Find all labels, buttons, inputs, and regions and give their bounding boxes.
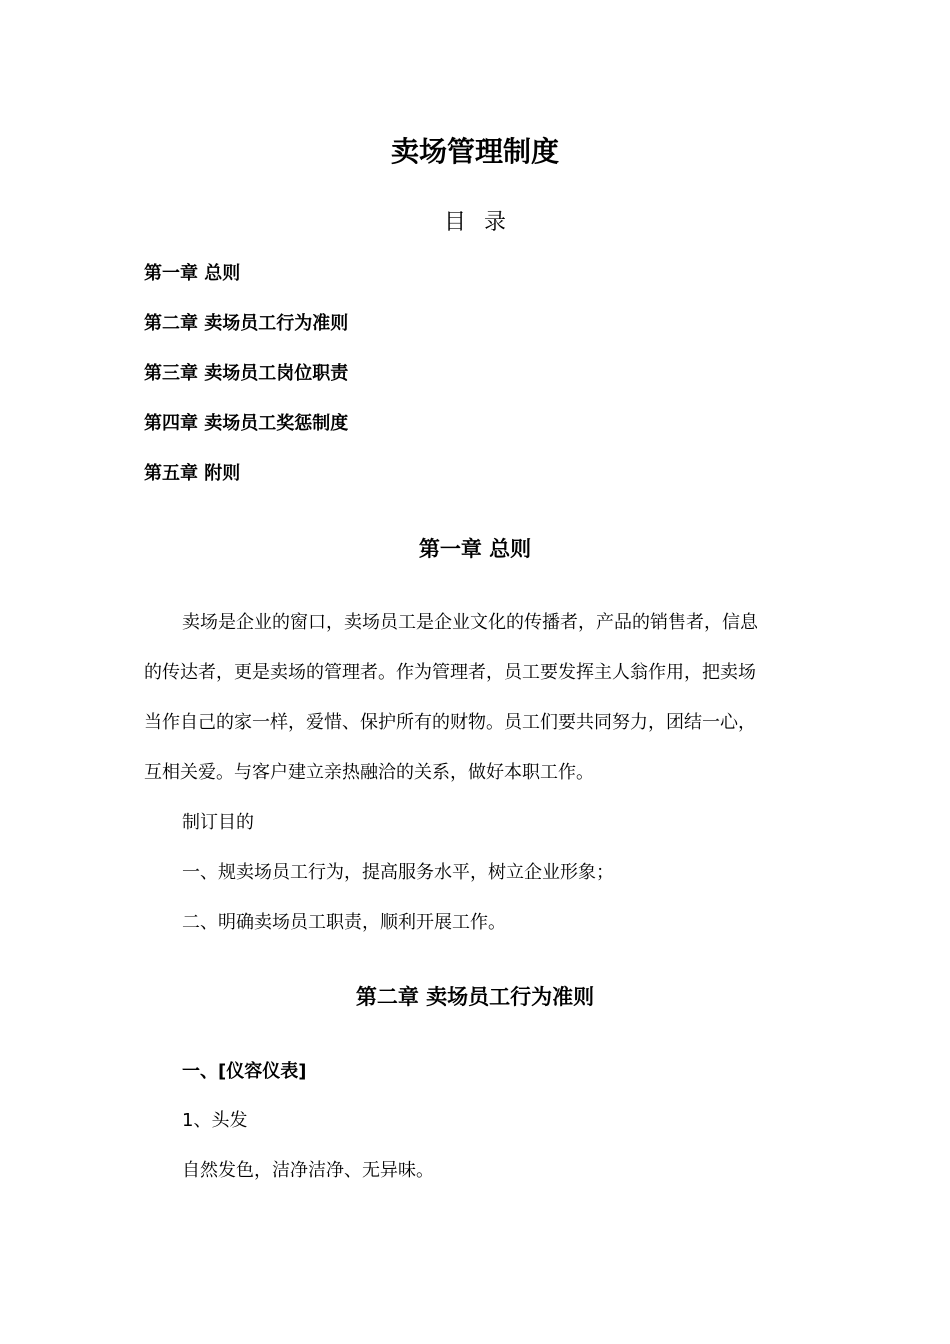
toc-item-chapter-1[interactable]: 第一章 总则 bbox=[144, 263, 241, 284]
chapter-1-paragraph-line: 卖场是企业的窗口，卖场员工是企业文化的传播者，产品的销售者，信息 bbox=[182, 612, 758, 633]
toc-heading: 目录 bbox=[443, 210, 524, 235]
toc-item-chapter-3[interactable]: 第三章 卖场员工岗位职责 bbox=[144, 363, 349, 384]
toc-item-chapter-5[interactable]: 第五章 附则 bbox=[144, 463, 241, 484]
toc-item-chapter-2[interactable]: 第二章 卖场员工行为准则 bbox=[144, 313, 349, 334]
document-title: 卖场管理制度 bbox=[390, 135, 559, 168]
chapter-1-paragraph-line: 互相关爱。与客户建立亲热融洽的关系，做好本职工作。 bbox=[144, 762, 594, 783]
chapter-1-heading: 第一章 总则 bbox=[418, 537, 532, 561]
item-text-hair: 自然发色，洁净洁净、无异味。 bbox=[182, 1160, 434, 1181]
purpose-item-1: 一、规卖场员工行为，提高服务水平，树立企业形象； bbox=[182, 862, 614, 883]
chapter-2-heading: 第二章 卖场员工行为准则 bbox=[355, 985, 595, 1009]
section-title-appearance: 一、[仪容仪表] bbox=[182, 1061, 307, 1082]
chapter-1-paragraph-line: 当作自己的家一样，爱惜、保护所有的财物。员工们要共同努力，团结一心， bbox=[144, 712, 756, 733]
toc-item-chapter-4[interactable]: 第四章 卖场员工奖惩制度 bbox=[144, 413, 349, 434]
purpose-item-2: 二、明确卖场员工职责，顺利开展工作。 bbox=[182, 912, 506, 933]
item-title-hair: 1、头发 bbox=[182, 1110, 248, 1131]
purpose-label: 制订目的 bbox=[182, 812, 254, 833]
chapter-1-paragraph-line: 的传达者，更是卖场的管理者。作为管理者，员工要发挥主人翁作用，把卖场 bbox=[144, 662, 756, 683]
